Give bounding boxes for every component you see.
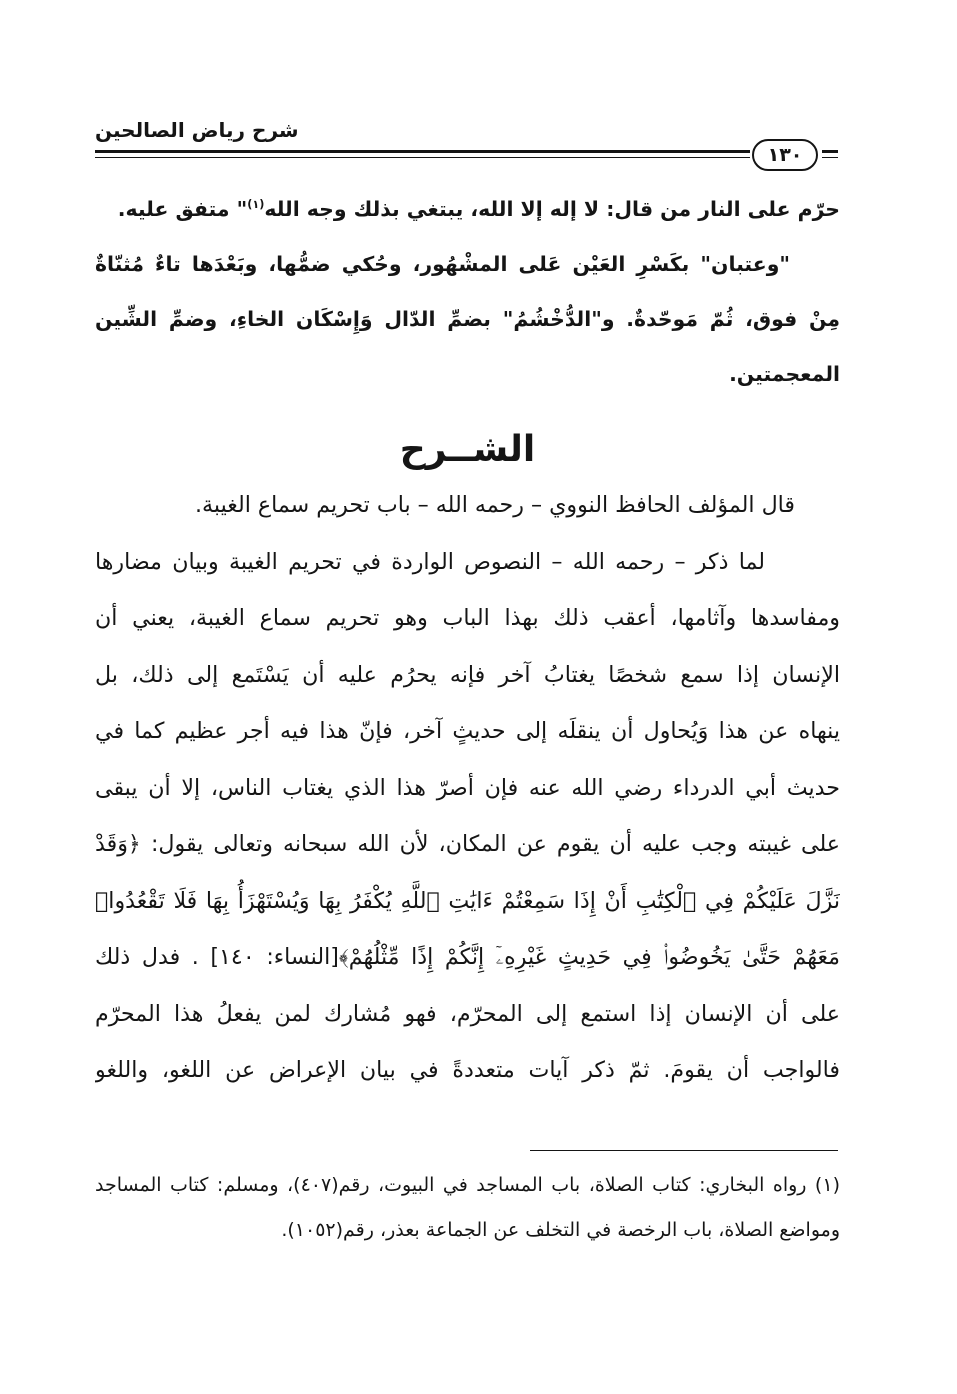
footnote-line: (١) رواه البخاري: كتاب الصلاة، باب المساجد في البيوت، رقم(٤٠٧)، ومسلم: كتاب المساجد (95, 1174, 840, 1196)
text-line (95, 182, 840, 237)
text-line: "وعتبان" بكَسْرِ العَيْن عَلى المشْهُور، وحُكي ضمُّها، وبَعْدَها تاءٌ مُثنّاةٌ (95, 252, 790, 276)
commentary-text (95, 477, 840, 1099)
header-rule-end (822, 150, 838, 158)
footnote-line: ومواضع الصلاة، باب الرخصة في التخلف عن الجماعة بعذر، رقم(١٠٥٢). (281, 1219, 840, 1241)
text-segment: " متفق عليه. (117, 197, 248, 221)
text-line: مِنْ فوق، ثُمّ مَوحّدةٌ. و"الدُّخْشُمُ" بضمِّ الدّال وَإِسْكَان الخاءِ، وضمِّ الشِّين (95, 307, 840, 331)
text-line: لما ذكر – رحمه الله – النصوص الواردة في تحريم الغيبة وبيان مضارها (95, 548, 765, 575)
footnotes (95, 1163, 840, 1253)
running-title: شرح رياض الصالحين (95, 118, 299, 142)
quran-verse-line: مَعَهُمْ حَتَّىٰ يَخُوضُوا۟ فِي حَدِيثٍ غَيْرِهِۦٓ إِنَّكُمْ إِذًا مِّثْلُهُمْ﴾[النساء: ١٤٠] . فدل ذلك (95, 944, 840, 970)
text-line: قال المؤلف الحافظ النووي – رحمه الله – باب تحريم سماع الغيبة. (195, 492, 795, 518)
text-line: حديث أبي الدرداء رضي الله عنه فإن أصرّ هذا الذي يغتاب الناس، إلا أن يبقى (95, 774, 840, 801)
footnote-separator (530, 1150, 838, 1151)
hadith-text (95, 182, 840, 402)
footnote-ref: (١) (247, 198, 265, 212)
section-heading: الشــرح (399, 429, 536, 470)
page-number: ١٣٠ (752, 139, 818, 171)
header-rule (95, 150, 750, 158)
text-line: ومفاسدها وآثامها، أعقب ذلك بهذا الباب وهو تحريم سماع الغيبة، يعني أن (95, 605, 840, 631)
text-line: الإنسان إذا سمع شخصًا يغتابُ آخر فإنه يحرُم عليه أن يَسْتَمع إلى ذلك، بل (95, 661, 840, 688)
text-line: على غيبته وجب عليه أن يقوم عن المكان، لأن الله سبحانه وتعالى يقول: ﴿وَقَدْ (95, 831, 840, 857)
text-line: على أن الإنسان إذا استمع إلى المحرّم، فهو مُشارك لمن يفعلُ هذا المحرّم (95, 1000, 840, 1027)
quran-verse-line: نَزَّلَ عَلَيْكُمْ فِي ٱلْكِتَٰبِ أَنْ إِذَا سَمِعْتُمْ ءَايَٰتِ ٱللَّهِ يُكْفَرُ بِهَا وَيُسْتَهْزَأُ بِهَا فَلَا تَقْعُدُوا۟ (95, 887, 840, 914)
text-line: المعجمتين. (729, 362, 840, 386)
text-line: فالواجب أن يقومَ. ثمّ ذكر آيات متعددةً في بيان الإعراض عن اللغو، واللغو (95, 1057, 840, 1083)
text-line: ينهاه عن هذا وَيُحاول أن ينقلَه إلى حديثٍ آخر، فإنّ هذا فيه أجر عظيم كما في (95, 718, 840, 744)
text-segment: حرّم على النار من قال: لا إله إلا الله، يبتغي بذلك وجه الله (264, 197, 840, 221)
